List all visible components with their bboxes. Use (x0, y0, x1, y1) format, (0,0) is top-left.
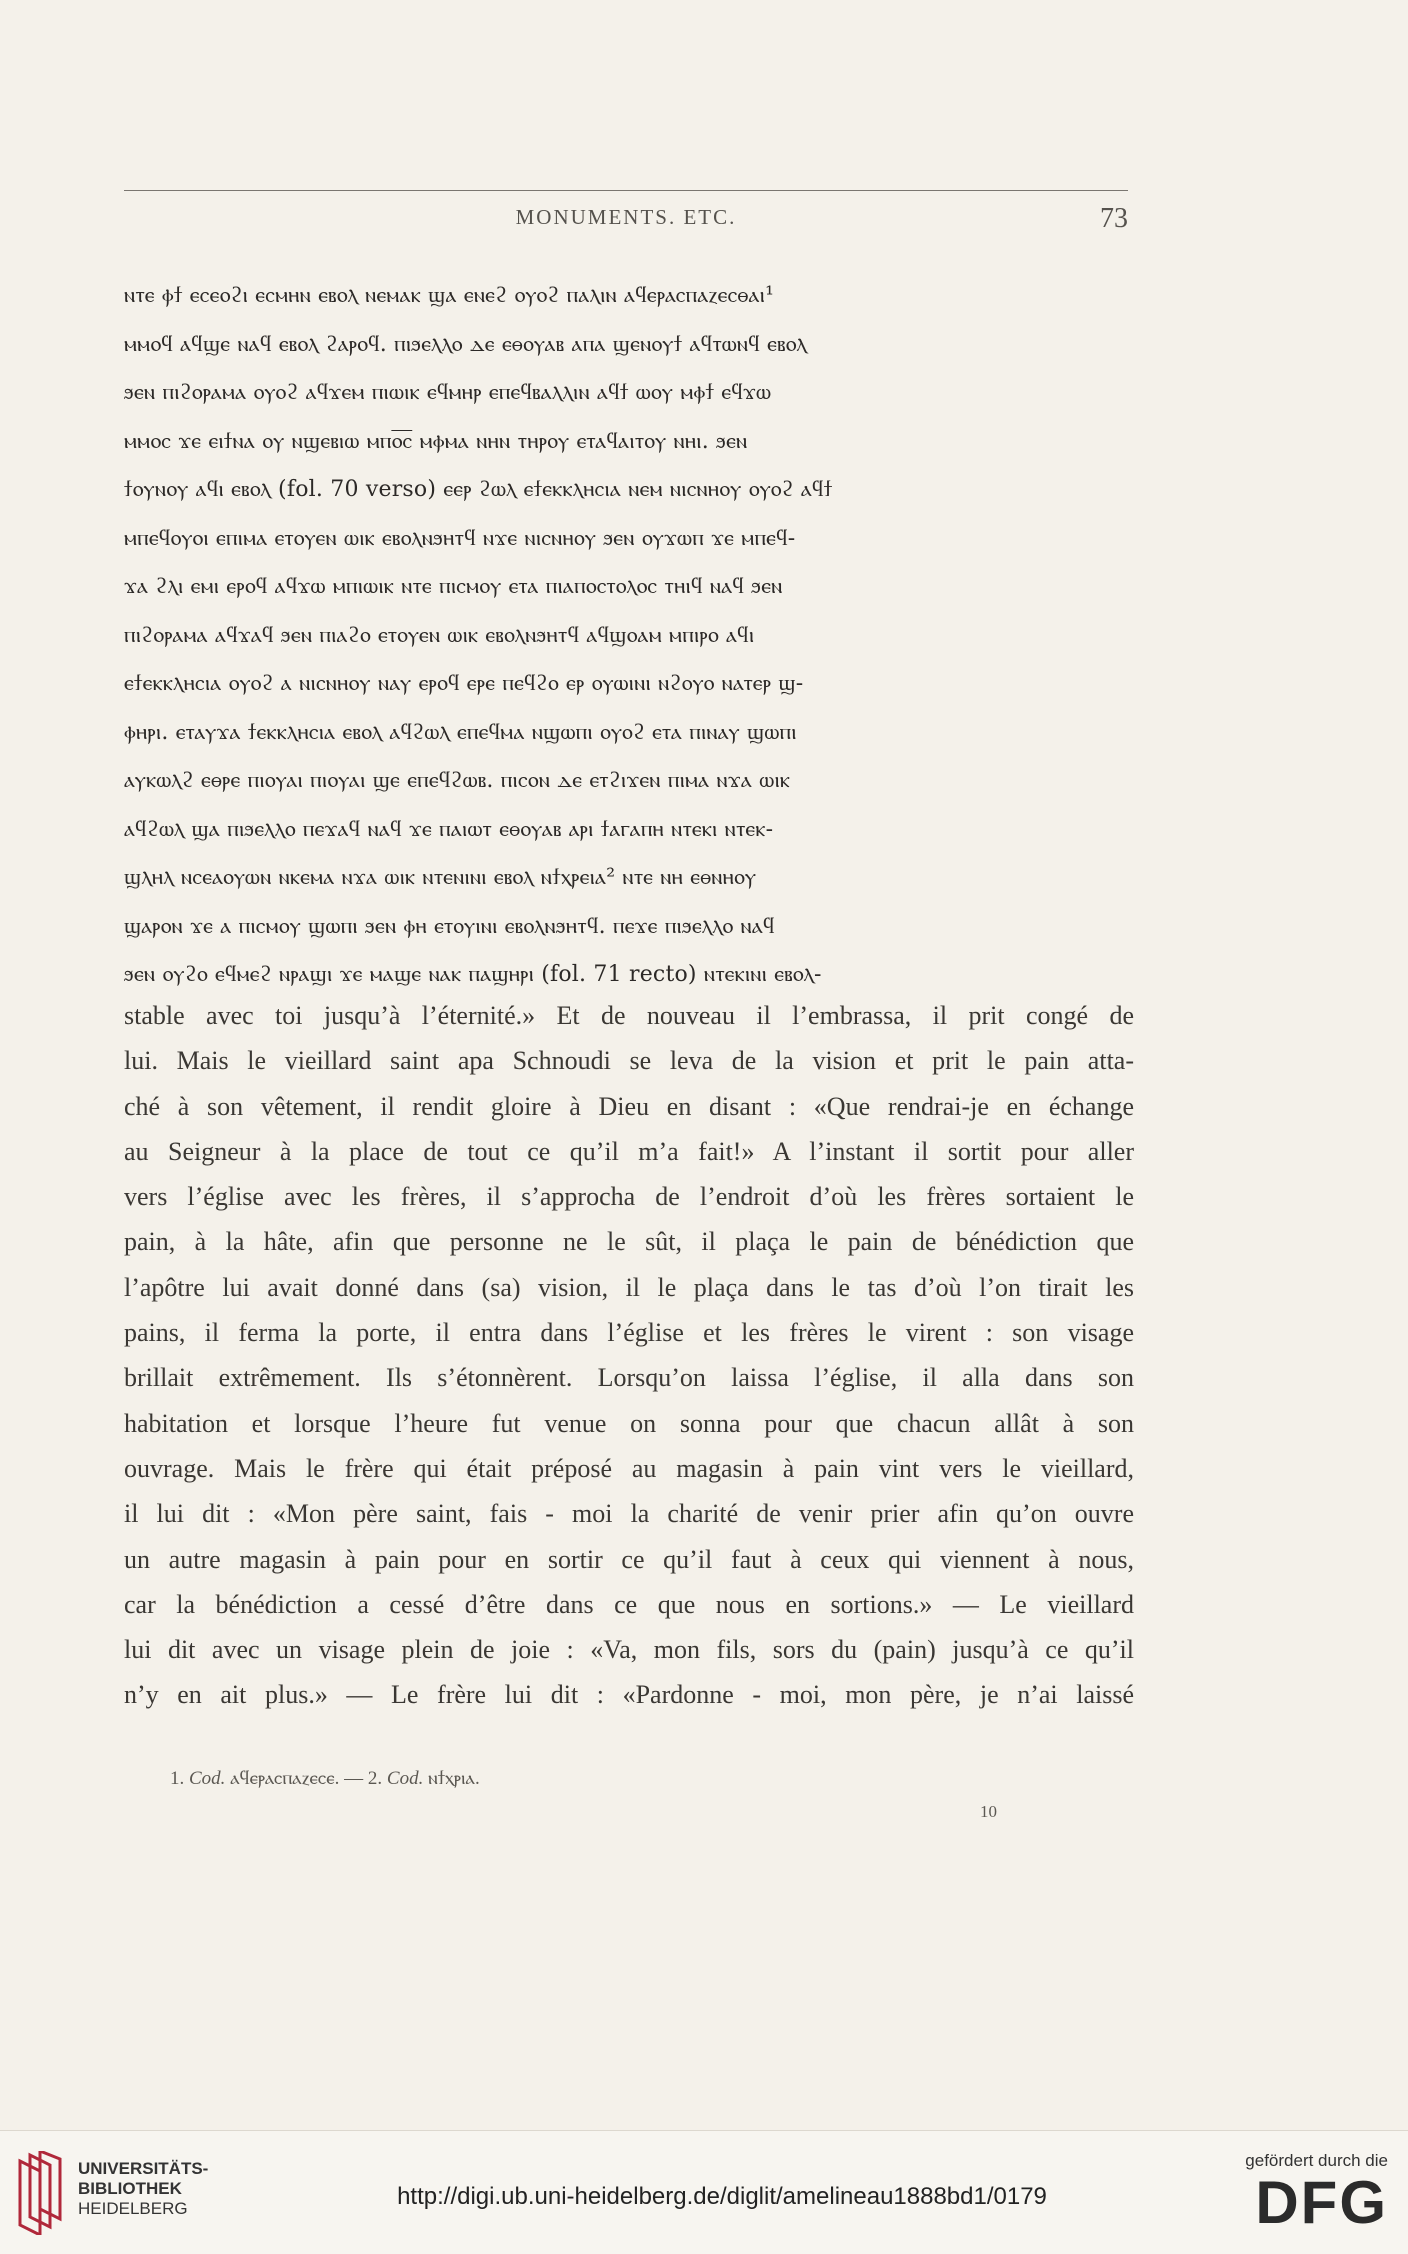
university-library-logo-icon (14, 2151, 70, 2235)
french-line: ouvrage. Mais le frère qui était préposé au magasin à pain vint vers le vieillard, (124, 1453, 1134, 1483)
french-line: car la bénédiction a cessé d’être dans ce que nous en sortions.» — Le vieillard (124, 1589, 1134, 1619)
footnote-cod: Cod. (386, 1768, 424, 1789)
french-line: un autre magasin à pain pour en sortir ce qu’il faut à ceux qui viennent à nous, (124, 1544, 1134, 1574)
coptic-line: ϫⲁ ϩⲗⲓ ⲉⲙⲓ ⲉⲣⲟϥ ⲁϥϫⲱ ⲙⲡⲓⲱⲓⲕ ⲛⲧⲉ ⲡⲓⲥⲙⲟⲩ ⲉⲧⲁ ⲡⲓⲁⲡⲟⲥⲧⲟⲗⲟⲥ ⲧⲏⲓϥ ⲛⲁϥ ϧⲉⲛ (124, 574, 783, 599)
french-line: au Seigneur à la place de tout ce qu’il m’a fait!» A l’instant il sortit pour aller (124, 1136, 1134, 1166)
dfg-logo: DFG (1255, 2169, 1388, 2236)
french-line: ché à son vêtement, il rendit gloire à Dieu en disant : «Que rendrai-je en échange (124, 1091, 1134, 1121)
french-line: pain, à la hâte, afin que personne ne le sût, il plaça le pain de bénédiction que (124, 1227, 1134, 1257)
footnote-text: ⲁϥⲉⲣⲁⲥⲡⲁⲍⲉⲥⲉ. — (230, 1768, 364, 1789)
footnote-cod: Cod. (189, 1768, 226, 1789)
french-line: pains, il ferma la porte, il entra dans l’église et les frères le virent : son visage (124, 1318, 1134, 1348)
printer-signature: 10 (980, 1802, 997, 1821)
coptic-line: ⲙⲙⲟϥ ⲁϥϣⲉ ⲛⲁϥ ⲉⲃⲟⲗ ϩⲁⲣⲟϥ. ⲡⲓϧⲉⲗⲗⲟ ⲇⲉ ⲉⲑⲟⲩⲁⲃ ⲁⲡⲁ ϣⲉⲛⲟⲩϯ ⲁϥⲧⲱⲛϥ ⲉⲃⲟⲗ (124, 331, 807, 357)
coptic-line: ⲛⲧⲉ ⲫϯ ⲉⲥⲉⲟϩⲓ ⲉⲥⲙⲏⲛ ⲉⲃⲟⲗ ⲛⲉⲙⲁⲕ ϣⲁ ⲉⲛⲉϩ ⲟⲩⲟϩ ⲡⲁⲗⲓⲛ ⲁϥⲉⲣⲁⲥⲡⲁⲍⲉⲥⲑⲁⲓ¹ (124, 283, 775, 308)
footnote-number: 1. (170, 1768, 185, 1789)
footnote-number: 2. (367, 1768, 383, 1789)
funding-notice (1228, 2151, 1388, 2235)
running-title: MONUMENTS. ETC. (515, 205, 737, 229)
coptic-line: ⲫⲏⲣⲓ. ⲉⲧⲁⲩϫⲁ ϯⲉⲕⲕⲗⲏⲥⲓⲁ ⲉⲃⲟⲗ ⲁϥϩⲱⲗ ⲉⲡⲉϥⲙⲁ ⲛϣⲱⲡⲓ ⲟⲩⲟϩ ⲉⲧⲁ ⲡⲓⲛⲁⲩ ϣⲱⲡⲓ (124, 719, 797, 745)
footnote-text: ⲛϯⲭⲣⲓⲁ. (428, 1768, 480, 1789)
funded-by-label: gefördert durch die (1245, 2151, 1388, 2170)
french-line: stable avec toi jusqu’à l’éternité.» Et de nouveau il l’embrassa, il prit congé de (124, 1001, 1134, 1030)
coptic-line: ⲁϥϩⲱⲗ ϣⲁ ⲡⲓϧⲉⲗⲗⲟ ⲡⲉϫⲁϥ ⲛⲁϥ ϫⲉ ⲡⲁⲓⲱⲧ ⲉⲑⲟⲩⲁⲃ ⲁⲣⲓ ϯⲁⲅⲁⲡⲏ ⲛⲧⲉⲕⲓ ⲛⲧⲉⲕ- (124, 816, 774, 842)
footnotes (170, 1768, 1070, 1790)
coptic-text-block (124, 272, 1136, 1000)
french-line: habitation et lorsque l’heure fut venue on sonna pour que chacun allât à son (124, 1408, 1134, 1438)
coptic-line: ϣⲁⲣⲟⲛ ϫⲉ ⲁ ⲡⲓⲥⲙⲟⲩ ϣⲱⲡⲓ ϧⲉⲛ ⲫⲏ ⲉⲧⲟⲩⲓⲛⲓ ⲉⲃⲟⲗⲛϧⲏⲧϥ. ⲡⲉϫⲉ ⲡⲓϧⲉⲗⲗⲟ ⲛⲁϥ (124, 913, 775, 939)
french-line: il lui dit : «Mon père saint, fais - moi la charité de venir prier afin qu’on ouvre (124, 1499, 1134, 1529)
coptic-line: ϯⲟⲩⲛⲟⲩ ⲁϥⲓ ⲉⲃⲟⲗ (fol. 70 verso) ⲉⲉⲣ ϩⲱⲗ ⲉϯⲉⲕⲕⲗⲏⲥⲓⲁ ⲛⲉⲙ ⲛⲓⲥⲛⲏⲟⲩ ⲟⲩⲟϩ ⲁϥϯ (124, 477, 833, 502)
french-translation-block (124, 993, 1134, 1718)
french-line: lui dit avec un visage plein de joie : «Va, mon fils, sors du (pain) jusqu’à ce qu’il (124, 1635, 1134, 1665)
running-head (124, 205, 1128, 245)
french-line: lui. Mais le vieillard saint apa Schnoudi se leva de la vision et prit le pain atta- (124, 1046, 1134, 1076)
coptic-line: ⲙⲡⲉϥⲟⲩⲟⲓ ⲉⲡⲓⲙⲁ ⲉⲧⲟⲩⲉⲛ ⲱⲓⲕ ⲉⲃⲟⲗⲛϧⲏⲧϥ ⲛϫⲉ ⲛⲓⲥⲛⲏⲟⲩ ϧⲉⲛ ⲟⲩϫⲱⲡ ϫⲉ ⲙⲡⲉϥ- (124, 525, 796, 551)
coptic-line: ϧⲉⲛ ⲡⲓϩⲟⲣⲁⲙⲁ ⲟⲩⲟϩ ⲁϥϫⲉⲙ ⲡⲓⲱⲓⲕ ⲉϥⲙⲏⲣ ⲉⲡⲉϥⲃⲁⲗⲗⲓⲛ ⲁϥϯ ⲱⲟⲩ ⲙⲫϯ ⲉϥϫⲱ (124, 380, 772, 405)
coptic-line: ⲙⲙⲟⲥ ϫⲉ ⲉⲓϯⲛⲁ ⲟⲩ ⲛϣⲉⲃⲓⲱ ⲙⲡⲟ̅ⲥ̅ ⲙⲫⲙⲁ ⲛⲏⲛ ⲧⲏⲣⲟⲩ ⲉⲧⲁϥⲁⲓⲧⲟⲩ ⲛⲏⲓ. ϧⲉⲛ (124, 428, 748, 454)
coptic-line: ϧⲉⲛ ⲟⲩϩⲟ ⲉϥⲙⲉϩ ⲛⲣⲁϣⲓ ϫⲉ ⲙⲁϣⲉ ⲛⲁⲕ ⲡⲁϣⲏⲣⲓ (fol. 71 recto) ⲛⲧⲉⲕⲓⲛⲓ ⲉⲃⲟⲗ- (124, 962, 822, 987)
digitization-footer (0, 2130, 1408, 2254)
header-rule (124, 190, 1128, 191)
coptic-line: ⲉϯⲉⲕⲕⲗⲏⲥⲓⲁ ⲟⲩⲟϩ ⲁ ⲛⲓⲥⲛⲏⲟⲩ ⲛⲁⲩ ⲉⲣⲟϥ ⲉⲣⲉ ⲡⲉϥϩⲟ ⲉⲣ ⲟⲩⲱⲓⲛⲓ ⲛϩⲟⲩⲟ ⲛⲁⲧⲉⲣ ϣ- (124, 671, 804, 696)
university-library-name: UNIVERSITÄTS- BIBLIOTHEK HEIDELBERG (78, 2159, 209, 2218)
coptic-line: ⲡⲓϩⲟⲣⲁⲙⲁ ⲁϥϫⲁϥ ϧⲉⲛ ⲡⲓⲁϩⲟ ⲉⲧⲟⲩⲉⲛ ⲱⲓⲕ ⲉⲃⲟⲗⲛϧⲏⲧϥ ⲁϥϣⲟⲁⲙ ⲙⲡⲓⲣⲟ ⲁϥⲓ (124, 622, 755, 648)
french-line: n’y en ait plus.» — Le frère lui dit : «Pardonne - moi, mon père, je n’ai laissé (124, 1680, 1134, 1710)
permalink-url[interactable]: http://digi.ub.uni-heidelberg.de/diglit/amelineau1888bd1/0179 (397, 2183, 1047, 2210)
french-line: vers l’église avec les frères, il s’approcha de l’endroit d’où les frères sortaient le (124, 1182, 1134, 1212)
french-line: brillait extrêmement. Ils s’étonnèrent. Lorsqu’on laissa l’église, il alla dans son (124, 1363, 1134, 1393)
page-number: 73 (1100, 203, 1128, 234)
coptic-line: ϣⲗⲏⲗ ⲛⲥⲉⲁⲟⲩⲱⲛ ⲛⲕⲉⲙⲁ ⲛϫⲁ ⲱⲓⲕ ⲛⲧⲉⲛⲓⲛⲓ ⲉⲃⲟⲗ ⲛϯⲭⲣⲉⲓⲁ² ⲛⲧⲉ ⲛⲏ ⲉⲑⲛⲏⲟⲩ (124, 865, 757, 890)
french-line: l’apôtre lui avait donné dans (sa) vision, il le plaça dans le tas d’où l’on tirait les (124, 1272, 1134, 1302)
coptic-line: ⲁⲩⲕⲱⲗϩ ⲉⲑⲣⲉ ⲡⲓⲟⲩⲁⲓ ⲡⲓⲟⲩⲁⲓ ϣⲉ ⲉⲡⲉϥϩⲱⲃ. ⲡⲓⲥⲟⲛ ⲇⲉ ⲉⲧϩⲓϫⲉⲛ ⲡⲓⲙⲁ ⲛϫⲁ ⲱⲓⲕ (124, 768, 791, 793)
